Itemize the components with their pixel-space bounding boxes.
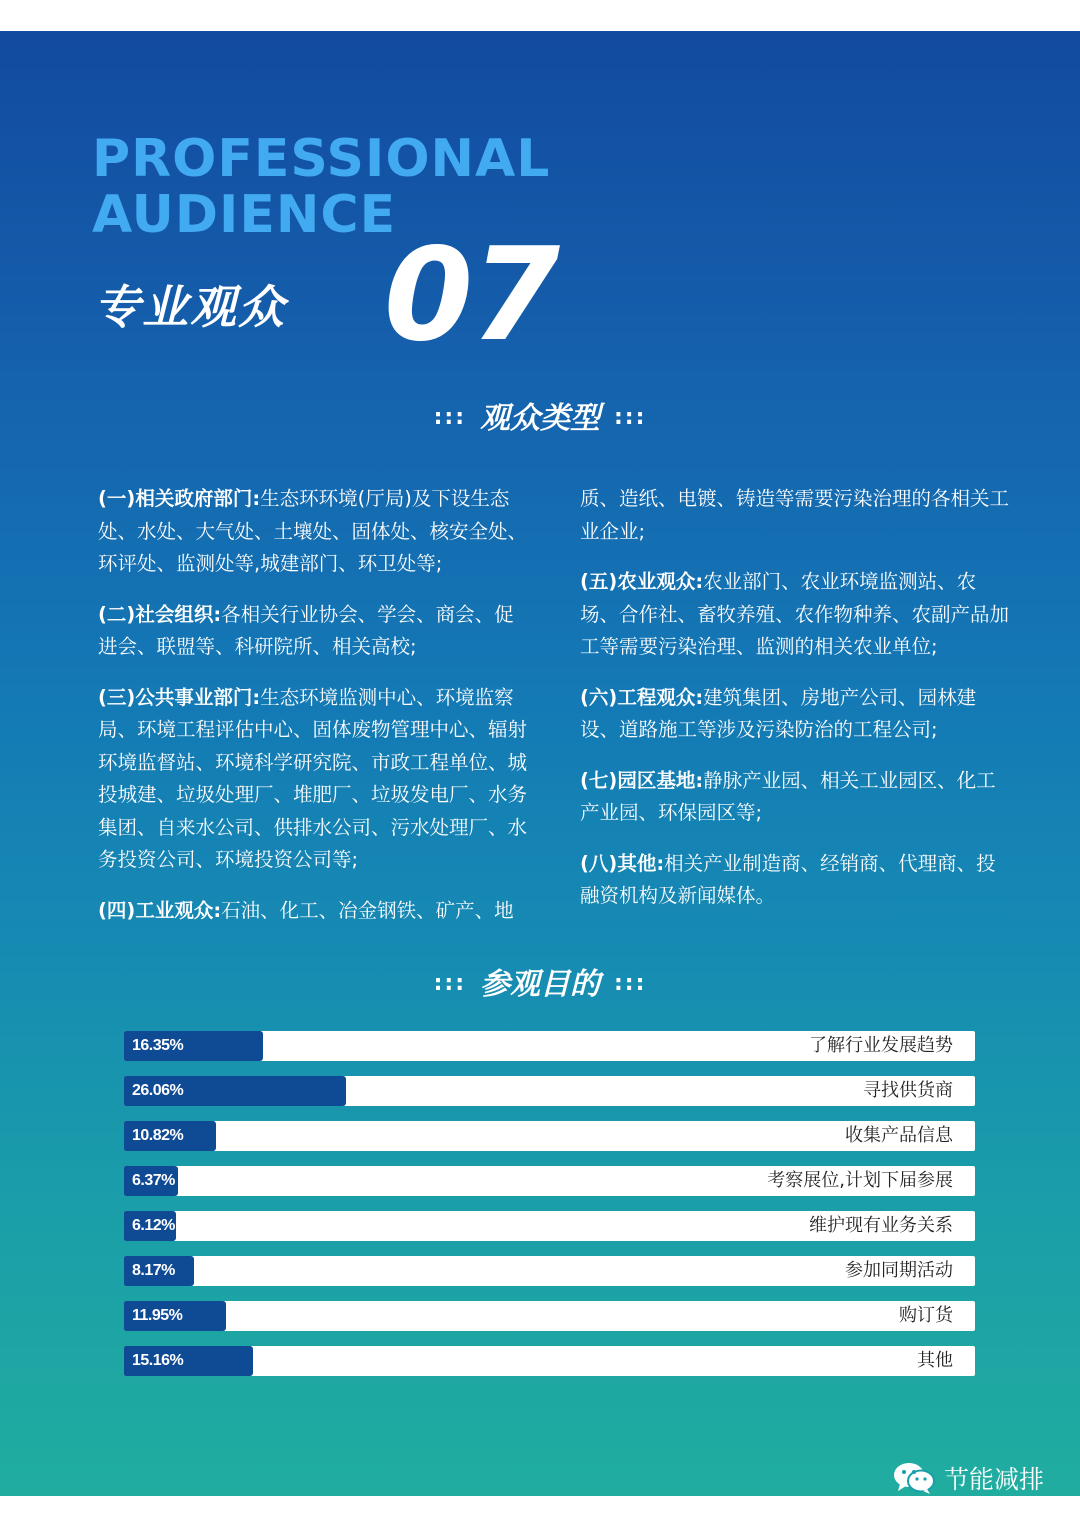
wechat-icon [892, 1460, 936, 1496]
watermark [892, 1458, 1044, 1498]
audience-item [98, 483, 528, 581]
dots-left: ::: [433, 971, 466, 996]
item-label: (二)社会组织: [98, 602, 222, 626]
bar-value-label: 8.17% [132, 1262, 175, 1279]
bar-category-label: 参加同期活动 [845, 1260, 953, 1281]
purpose-heading-text: 参观目的 [480, 967, 600, 1002]
bar-value-label: 6.37% [132, 1172, 175, 1189]
section-number: 07 [384, 221, 559, 370]
item-label: (三)公共事业部门: [98, 685, 261, 709]
bar-category-label: 收集产品信息 [845, 1125, 953, 1146]
item-label: (六)工程观众: [580, 685, 704, 709]
bar-category-label: 其他 [917, 1350, 953, 1371]
audience-item [98, 682, 528, 877]
title-chinese: 专业观众 [94, 280, 286, 334]
dots-left: ::: [433, 405, 466, 430]
item-text: 石油、化工、冶金钢铁、矿产、地 [221, 898, 514, 922]
item-label: (八)其他: [580, 851, 665, 875]
bar-row [124, 1076, 975, 1106]
title-en-line1: PROFESSIONAL [92, 129, 551, 189]
audience-item [98, 895, 528, 928]
item-text: 生态环境监测中心、环境监察局、环境工程评估中心、固体废物管理中心、辐射环境监督站、环境科学研究院、市政工程单位、城投城建、垃圾处理厂、堆肥厂、垃圾发电厂、水务集团、自来水公司、供排水公司、污水处理厂、水务投资公司、环境投资公司等; [98, 685, 528, 871]
audience-item [580, 682, 1010, 747]
item-text: 静脉产业园、相关工业园区、化工产业园、环保园区等; [580, 768, 996, 824]
bar-row [124, 1121, 975, 1151]
bar-value-label: 10.82% [132, 1127, 184, 1144]
title-en-line2: AUDIENCE [92, 185, 397, 245]
audience-item [98, 599, 528, 664]
item-text: 农业部门、农业环境监测站、农场、合作社、畜牧养殖、农作物种养、农副产品加工等需要污染治理、监测的相关农业单位; [580, 570, 1010, 658]
bar-row [124, 1031, 975, 1061]
bar-category-label: 了解行业发展趋势 [809, 1035, 953, 1056]
item-label: (五)农业观众: [580, 570, 704, 593]
bar-category-label: 购订货 [899, 1305, 953, 1326]
bar-category-label: 寻找供货商 [863, 1080, 953, 1101]
item-text: 各相关行业协会、学会、商会、促进会、联盟等、科研院所、相关高校; [98, 602, 514, 658]
dots-right: ::: [614, 971, 647, 996]
item-label: (一)相关政府部门: [98, 487, 261, 510]
dots-right: ::: [614, 405, 647, 430]
bar-category-label: 考察展位,计划下届参展 [767, 1170, 953, 1191]
item-text: 生态环环境(厅局)及下设生态处、水处、大气处、土壤处、固体处、核安全处、环评处、监测处等,城建部门、环卫处等; [98, 487, 528, 575]
item-text: 质、造纸、电镀、铸造等需要污染治理的各相关工业企业; [580, 487, 1010, 543]
audience-item [580, 566, 1010, 664]
audience-heading-text: 观众类型 [480, 401, 600, 436]
item-text: 建筑集团、房地产公司、园林建设、道路施工等涉及污染防治的工程公司; [580, 685, 977, 741]
bar-row [124, 1166, 975, 1196]
audience-item [580, 848, 1010, 913]
audience-left-column [98, 483, 528, 945]
purpose-bar-chart [124, 1031, 975, 1391]
bar-value-label: 15.16% [132, 1352, 184, 1369]
audience-item [580, 765, 1010, 830]
bar-category-label: 维护现有业务关系 [809, 1215, 953, 1236]
audience-right-column [580, 483, 1010, 931]
brochure-panel [0, 31, 1080, 1496]
audience-heading [0, 393, 1080, 437]
bar-value-label: 26.06% [132, 1082, 184, 1099]
bar-row [124, 1211, 975, 1241]
watermark-text: 节能减排 [943, 1465, 1044, 1494]
bar-value-label: 11.95% [132, 1307, 183, 1324]
bar-value-label: 16.35% [132, 1037, 184, 1054]
bar-row [124, 1346, 975, 1376]
purpose-heading [0, 959, 1080, 1003]
audience-item [580, 483, 1010, 548]
bar-row [124, 1301, 975, 1331]
bar-row [124, 1256, 975, 1286]
item-label: (四)工业观众: [98, 898, 222, 922]
item-label: (七)园区基地: [580, 768, 704, 792]
bar-value-label: 6.12% [132, 1217, 175, 1234]
item-text: 相关产业制造商、经销商、代理商、投融资机构及新闻媒体。 [580, 851, 996, 907]
